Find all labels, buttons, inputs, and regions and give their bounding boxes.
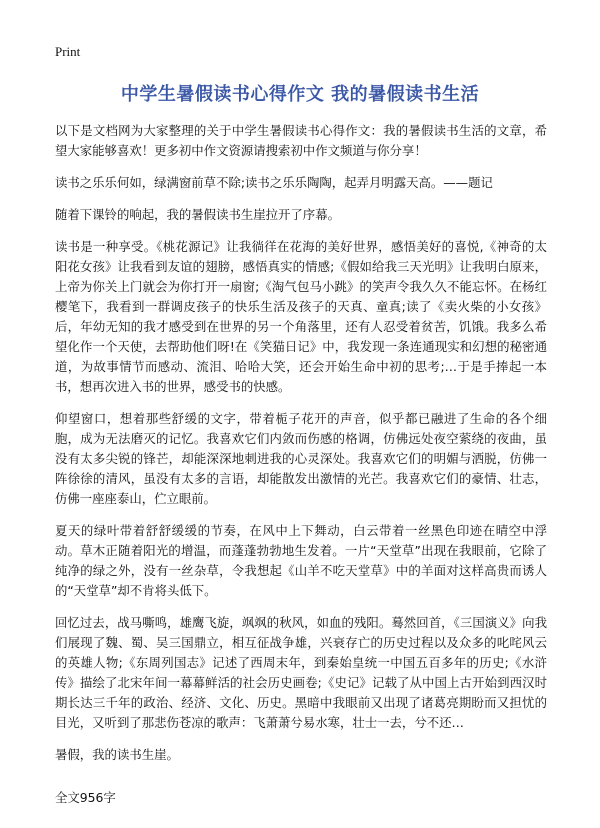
paragraph: 读书是一种享受。《桃花源记》让我徜徉在花海的美好世界，感悟美好的喜悦,《神奇的太阳花女孩》让我看到友谊的翅膀，感悟真实的情感;《假如给我三天光明》让我明白原来，上帝为你关上门就会为你打开一扇窗;《淘气包马小跳》的笑声令我久久不能忘怀。在杨红樱笔下，我看到一群调皮孩子的快乐生活及孩子的天真、童真;读了《卖火柴的小女孩》后，年幼无知的我才感受到在世界的另一个角落里，还有人忍受着贫苦，饥饿。我多么希望化作一个天使，去帮助他们呀!在《笑猫日记》中，我发现一条连通现实和幻想的秘密通道，为故事情节而感动、流泪、哈哈大笑，还会开始生命中初的思考;…于是手捧起一本书，想再次进入书的世界，感受书的快感。 xyxy=(55,239,547,394)
print-link[interactable]: Print xyxy=(55,44,81,59)
paragraph: 仰望窗口，想着那些舒缓的文字，带着栀子花开的声音，似乎都已融进了生命的各个细胞，成为无法磨灭的记忆。我喜欢它们内敛而伤感的格调，仿佛远处夜空萦绕的夜曲，虽没有太多尖锐的锋芒，却能深深地刺进我的心灵深处。我喜欢它们的明媚与洒脱，仿佛一阵徐徐的清风，虽没有太多的言语，却能散发出激情的光芒。我喜欢它们的豪情、壮志，仿佛一座座泰山，伫立眼前。 xyxy=(55,411,547,506)
page-title: 中学生暑假读书心得作文 我的暑假读书生活 xyxy=(120,84,480,105)
paragraph: 随着下课铃的响起，我的暑假读书生崖拉开了序幕。 xyxy=(55,207,340,222)
article-body xyxy=(55,121,547,777)
paragraph-epigraph: 读书之乐乐何如，绿满窗前草不除;读书之乐乐陶陶，起弄月明露天高。——题记 xyxy=(55,175,493,190)
paragraph: 夏天的绿叶带着舒舒缓缓的节奏，在风中上下舞动，白云带着一丝黑色印迹在晴空中浮动。草木正随着阳光的增温，而蓬蓬勃勃地生发着。一片“天堂草”出现在我眼前，它除了纯净的绿之外，没有一丝杂草，令我想起《山羊不吃天堂草》中的羊面对这样高贵而诱人的“天堂草”却不肯将头低下。 xyxy=(55,523,547,598)
paragraph: 回忆过去，战马嘶鸣，雄鹰飞旋，飒飒的秋风，如血的残阳。蓦然回首，《三国演义》向我们展现了魏、蜀、吴三国鼎立，相互征战争雄，兴衰存亡的历史过程以及众多的叱咤风云的英雄人物;《东周列国志》记述了西周末年，到秦始皇统一中国五百多年的历史;《水浒传》描绘了北宋年间一幕幕鲜活的社会历史画卷;《史记》记载了从中国上古开始到西汉时期长达三千年的政治、经济、文化、历史。黑暗中我眼前又出现了诸葛亮期盼而又担忧的目光，又听到了那悲伤苍凉的歌声：飞萧萧兮易水寒，壮士一去，兮不还… xyxy=(55,615,547,730)
paragraph-intro: 以下是文档网为大家整理的关于中学生暑假读书心得作文：我的暑假读书生活的文章，希望大家能够喜欢！更多初中作文资源请搜索初中作文频道与你分享！ xyxy=(55,123,547,158)
word-count: 全文956字 xyxy=(55,790,116,805)
paragraph-closing: 暑假，我的读书生崖。 xyxy=(55,747,179,762)
